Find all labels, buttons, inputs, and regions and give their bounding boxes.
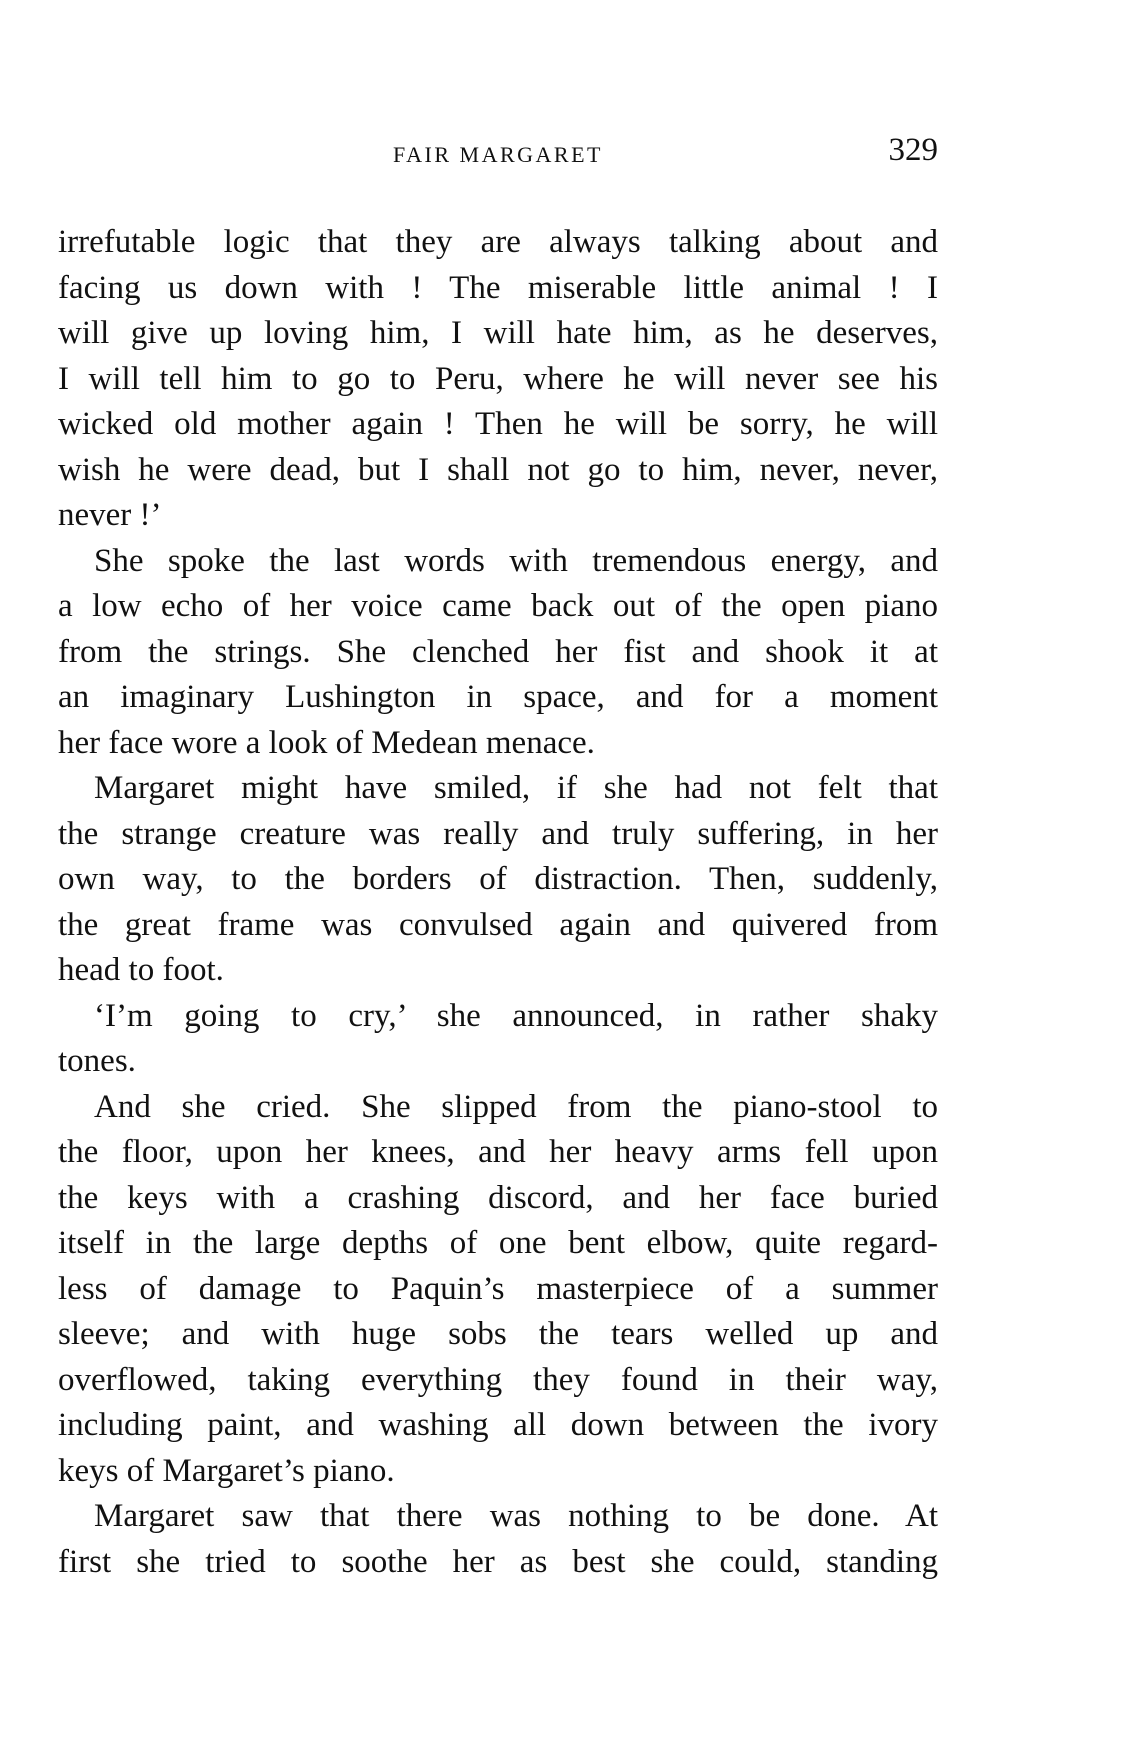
text-line: wish he were dead, but I shall not go to him, never, never,	[58, 451, 938, 488]
text-line: own way, to the borders of distraction. Then, suddenly,	[58, 861, 938, 897]
text-line: an imaginary Lushington in space, and for a moment	[58, 679, 938, 715]
text-line: wicked old mother again ! Then he will be sorry, he will	[58, 406, 938, 442]
text-line: I will tell him to go to Peru, where he will never see his	[58, 360, 938, 397]
text-line: sleeve; and with huge sobs the tears welled up and	[58, 1316, 938, 1352]
page-number: 329	[888, 132, 938, 168]
text-line: less of damage to Paquin’s masterpiece of a summer	[58, 1270, 938, 1307]
running-title: FAIR MARGARET	[393, 142, 603, 167]
text-line: the floor, upon her knees, and her heavy arms fell upon	[58, 1134, 938, 1170]
text-line: ‘I’m going to cry,’ she announced, in rather shaky	[94, 997, 938, 1034]
text-line: the keys with a crashing discord, and her face buried	[58, 1179, 938, 1216]
text-line: itself in the large depths of one bent elbow, quite regard-	[58, 1225, 938, 1261]
text-line: She spoke the last words with tremendous energy, and	[94, 542, 938, 579]
text-line: Margaret might have smiled, if she had not felt that	[94, 770, 938, 806]
text-line: Margaret saw that there was nothing to be done. At	[94, 1498, 938, 1534]
running-head	[58, 132, 938, 176]
text-line: And she cried. She slipped from the piano-stool to	[94, 1088, 938, 1125]
text-line: the strange creature was really and truly suffering, in her	[58, 815, 938, 852]
text-line: facing us down with ! The miserable little animal ! I	[58, 269, 938, 306]
text-line: never !’	[58, 497, 162, 533]
text-line: tones.	[58, 1043, 136, 1079]
text-line: her face wore a look of Medean menace.	[58, 724, 595, 761]
text-line: overflowed, taking everything they found in their way,	[58, 1361, 938, 1398]
text-line: from the strings. She clenched her fist and shook it at	[58, 633, 938, 670]
body-text	[58, 220, 938, 1585]
text-line: including paint, and washing all down between the ivory	[58, 1407, 938, 1443]
text-line: first she tried to soothe her as best she could, standing	[58, 1543, 938, 1580]
text-line: a low echo of her voice came back out of the open piano	[58, 588, 938, 624]
text-line: irrefutable logic that they are always talking about and	[58, 224, 938, 260]
text-line: head to foot.	[58, 952, 224, 988]
text-line: the great frame was convulsed again and quivered from	[58, 906, 938, 943]
text-line: will give up loving him, I will hate him, as he deserves,	[58, 315, 938, 351]
text-line: keys of Margaret’s piano.	[58, 1452, 395, 1489]
